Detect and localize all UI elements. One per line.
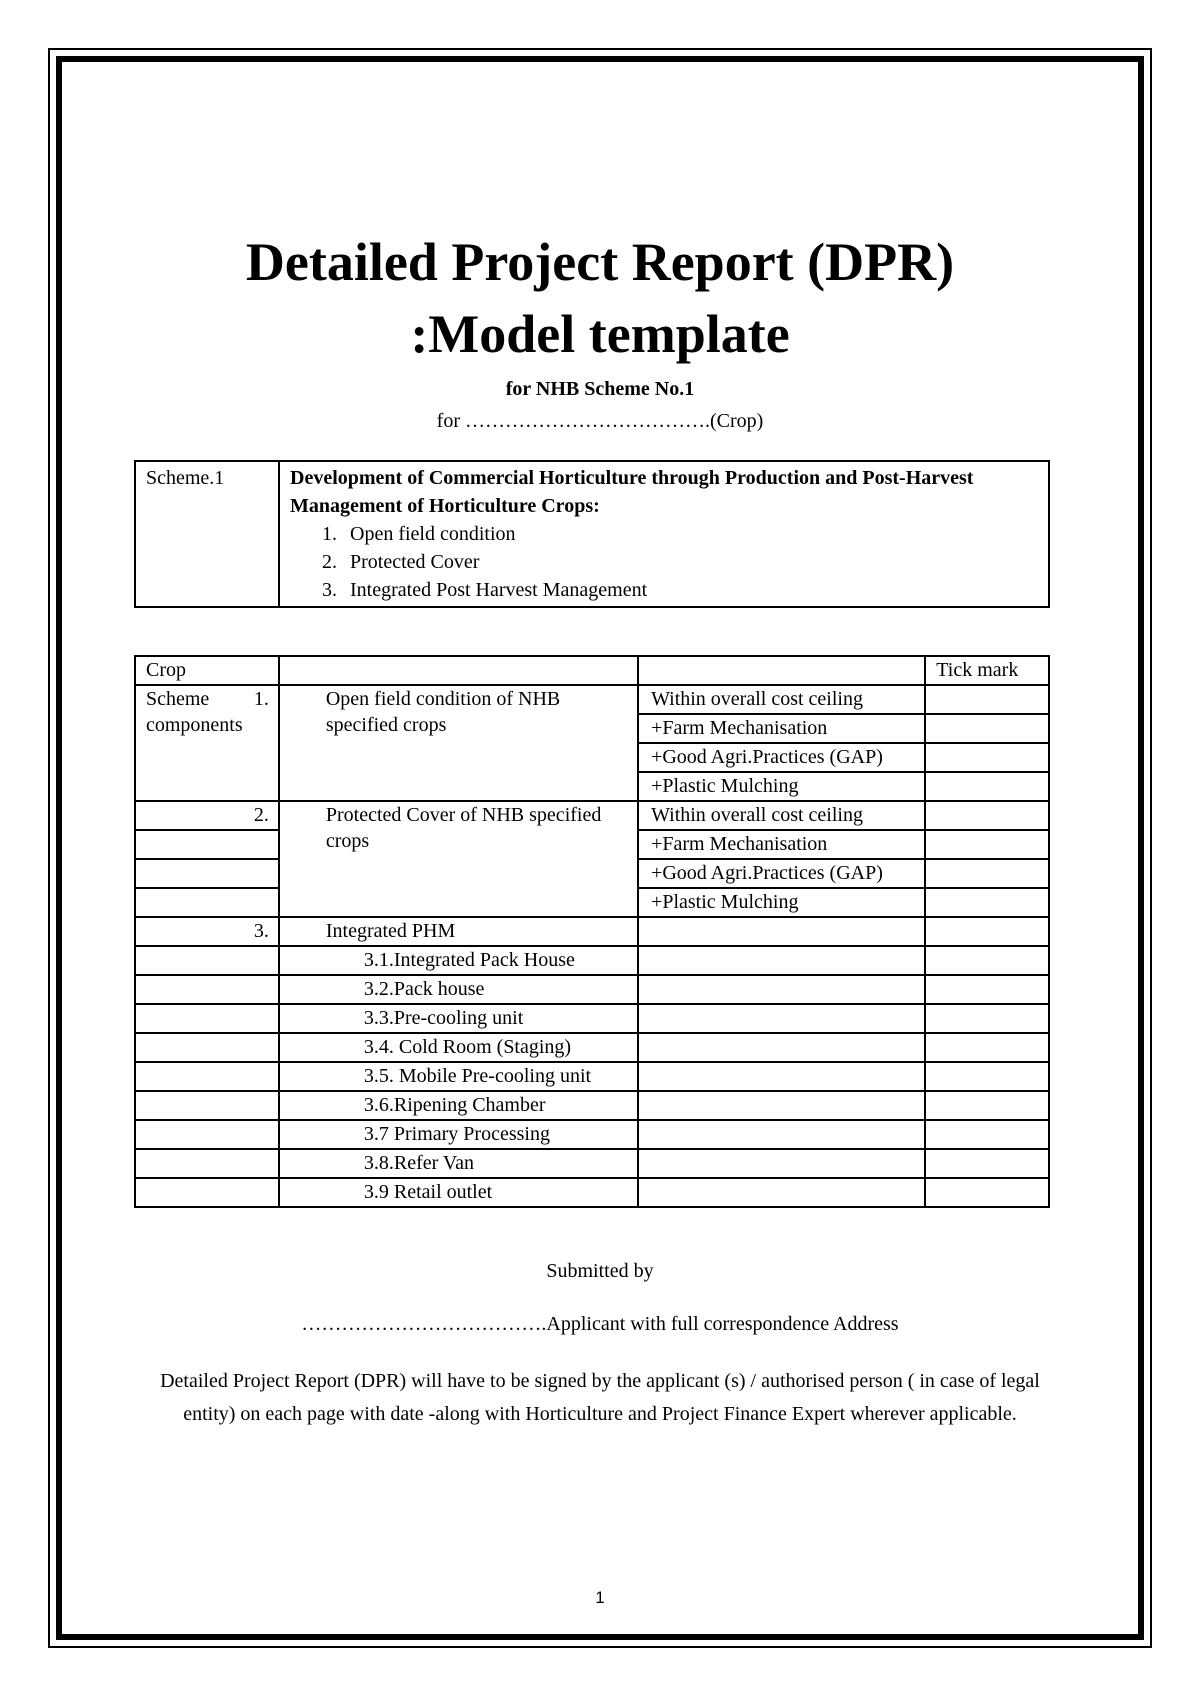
- phm-item: 3.8.Refer Van: [279, 1149, 638, 1178]
- tick-cell[interactable]: [925, 801, 1049, 830]
- table-row: [135, 685, 1049, 714]
- scheme-item: 2. Protected Cover: [342, 548, 1038, 576]
- table-row: [135, 656, 1049, 685]
- table-cell: [638, 975, 925, 1004]
- tick-cell[interactable]: [925, 772, 1049, 801]
- table-row: [135, 801, 1049, 830]
- table-cell: [135, 830, 279, 859]
- table-row: [135, 1120, 1049, 1149]
- tick-cell[interactable]: [925, 1033, 1049, 1062]
- table-cell: [135, 975, 279, 1004]
- for-crop-line: for ……………………………….(Crop): [436, 410, 764, 432]
- table-cell: [638, 1120, 925, 1149]
- table-cell: [638, 1091, 925, 1120]
- table-row: [135, 1033, 1049, 1062]
- scheme-items-list: [290, 520, 1038, 604]
- phm-item: 3.5. Mobile Pre-cooling unit: [279, 1062, 638, 1091]
- scheme-heading: Development of Commercial Horticulture through Production and Post-Harvest Management of Horticulture Crops:: [290, 467, 974, 517]
- tick-cell[interactable]: [925, 685, 1049, 714]
- option-cell: Within overall cost ceiling: [638, 685, 925, 714]
- table-cell: [135, 1091, 279, 1120]
- table-row: [135, 1091, 1049, 1120]
- table-cell: [135, 946, 279, 975]
- group3-text: Integrated PHM: [325, 920, 456, 942]
- tick-cell[interactable]: [925, 1062, 1049, 1091]
- page-number: 1: [595, 1588, 605, 1607]
- phm-item: 3.9 Retail outlet: [279, 1178, 638, 1207]
- table-cell: [135, 1149, 279, 1178]
- table-cell: [638, 946, 925, 975]
- scheme-components-label: Scheme components: [135, 685, 279, 801]
- option-cell: +Plastic Mulching: [638, 888, 925, 917]
- applicant-line: ……………………………….Applicant with full correspondence Address: [301, 1313, 899, 1335]
- table-cell: [135, 1004, 279, 1033]
- table-cell: [135, 1033, 279, 1062]
- phm-item: 3.1.Integrated Pack House: [279, 946, 638, 975]
- header-tick-mark: Tick mark: [925, 656, 1049, 685]
- group2-label: [253, 801, 638, 917]
- table-row: [135, 1178, 1049, 1207]
- option-cell: +Plastic Mulching: [638, 772, 925, 801]
- option-cell: +Farm Mechanisation: [638, 714, 925, 743]
- tick-cell[interactable]: [925, 743, 1049, 772]
- tick-cell[interactable]: [925, 888, 1049, 917]
- group1-text: Open field condition of NHB specified crops: [325, 688, 561, 736]
- table-row: [135, 946, 1049, 975]
- table-cell: [135, 1062, 279, 1091]
- page-title: Detailed Project Report (DPR): [245, 232, 955, 292]
- table-cell: [638, 1033, 925, 1062]
- table-cell: [638, 1062, 925, 1091]
- phm-item: 3.4. Cold Room (Staging): [279, 1033, 638, 1062]
- table-cell: [638, 1149, 925, 1178]
- tick-cell[interactable]: [925, 859, 1049, 888]
- tick-cell[interactable]: [925, 975, 1049, 1004]
- table-row: [135, 975, 1049, 1004]
- group3-label: [253, 917, 638, 946]
- table-cell: [638, 1178, 925, 1207]
- group2-text: Protected Cover of NHB specified crops: [325, 804, 602, 852]
- phm-item: 3.2.Pack house: [279, 975, 638, 1004]
- phm-item: 3.7 Primary Processing: [279, 1120, 638, 1149]
- tick-cell[interactable]: [925, 1149, 1049, 1178]
- tick-cell[interactable]: [925, 946, 1049, 975]
- table-cell: [135, 1178, 279, 1207]
- table-cell: [135, 888, 279, 917]
- option-cell: +Good Agri.Practices (GAP): [638, 859, 925, 888]
- table-row: [135, 917, 1049, 946]
- subtitle: for NHB Scheme No.1: [505, 378, 695, 400]
- scheme-row: [135, 461, 1049, 607]
- table-cell: [638, 917, 925, 946]
- tick-cell[interactable]: [925, 1120, 1049, 1149]
- phm-item: 3.3.Pre-cooling unit: [279, 1004, 638, 1033]
- group2-number: 2.: [253, 804, 269, 826]
- tick-cell[interactable]: [925, 1091, 1049, 1120]
- tick-cell[interactable]: [925, 714, 1049, 743]
- group1-label: [253, 685, 638, 801]
- table-row: [135, 1004, 1049, 1033]
- scheme-table: [134, 460, 1050, 608]
- tick-cell[interactable]: [925, 917, 1049, 946]
- crop-table: [134, 655, 1050, 1208]
- table-cell: [279, 656, 638, 685]
- tick-cell[interactable]: [925, 1004, 1049, 1033]
- option-cell: +Good Agri.Practices (GAP): [638, 743, 925, 772]
- scheme-item: 3. Integrated Post Harvest Management: [342, 576, 1038, 604]
- tick-cell[interactable]: [925, 830, 1049, 859]
- table-cell: [638, 1004, 925, 1033]
- scheme-item: 1. Open field condition: [342, 520, 1038, 548]
- table-row: [135, 1149, 1049, 1178]
- scheme-label: Scheme.1: [135, 461, 279, 607]
- option-cell: Within overall cost ceiling: [638, 801, 925, 830]
- header-crop: Crop: [135, 656, 279, 685]
- table-cell: [135, 1120, 279, 1149]
- phm-item: 3.6.Ripening Chamber: [279, 1091, 638, 1120]
- table-row: [135, 1062, 1049, 1091]
- signature-note: Detailed Project Report (DPR) will have to be signed by the applicant (s) / authorised person ( in case of legal entity) on each page with date -along with Horticulture and Project Finance Expert wherever applicable.: [160, 1370, 1040, 1425]
- scheme-description: [279, 461, 1049, 607]
- tick-cell[interactable]: [925, 1178, 1049, 1207]
- option-cell: +Farm Mechanisation: [638, 830, 925, 859]
- table-cell: [135, 859, 279, 888]
- page-title-line2: :Model template: [410, 304, 790, 364]
- group1-number: 1.: [253, 688, 269, 710]
- table-cell: [638, 656, 925, 685]
- submitted-by: Submitted by: [546, 1260, 654, 1282]
- group3-number: 3.: [253, 920, 269, 942]
